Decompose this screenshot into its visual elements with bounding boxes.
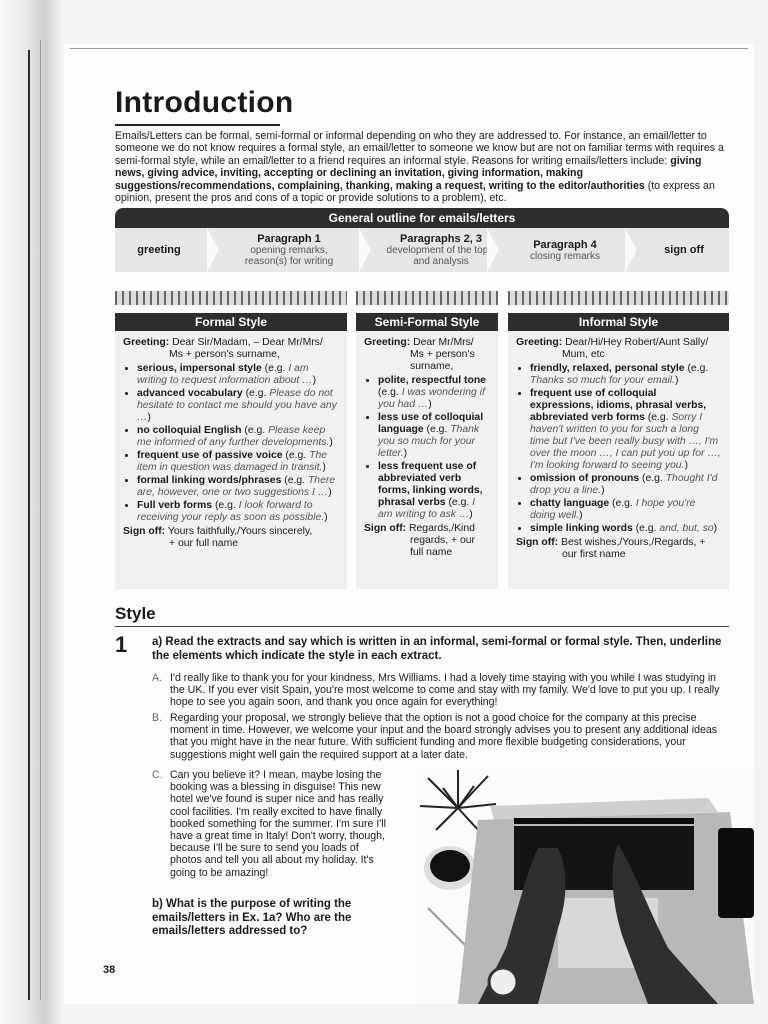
feature-close: )	[147, 412, 151, 423]
feature-close: )	[428, 399, 432, 410]
feature-eg: (e.g.	[378, 387, 402, 398]
outline-heading: General outline for emails/letters	[115, 208, 729, 228]
extract-c-text: Can you believe it? I mean, maybe losing the booking was a blessing in disguise! This new hotel we've found is super nice and has really cool facilities. I'm really excited to have finally booked something for the summer. I'm sure I'll have a great time in Italy! Don't worry, though, because I'll be sure to send you loads of photos and tell you all about my holiday. It's going to be amazing!	[170, 769, 387, 879]
semi-greeting-text-2: Ms + person's surname,	[410, 349, 475, 372]
feature-close: )	[328, 487, 332, 498]
feature-example: Thanks so much for your email.	[530, 375, 675, 386]
semi-signoff-label: Sign off:	[364, 523, 407, 534]
extract-a	[152, 672, 730, 709]
intro-paragraph	[115, 130, 729, 204]
outline-row	[115, 228, 729, 272]
feature-term: polite, respectful tone	[378, 375, 486, 386]
extract-b-label: B.	[152, 712, 163, 724]
formal-signoff-label: Sign off:	[123, 526, 166, 537]
outline-p23-desc: development of the topic and analysis	[386, 245, 496, 267]
list-item	[378, 461, 490, 521]
informal-signoff-label: Sign off:	[516, 537, 559, 548]
list-item	[378, 412, 490, 460]
feature-eg: (e.g.	[242, 388, 270, 399]
feature-close: )	[579, 510, 583, 521]
phone-icon	[718, 828, 754, 918]
feature-example: Sorry I haven't written to you for such a long time but I've been really busy with …, I'm over the moon …, I can put you up for …, I'm looking forward to seeing you.	[530, 412, 721, 471]
formal-signoff-text: Yours faithfully,/Yours sincerely,	[165, 526, 313, 537]
feature-example: I am writing to request information about …	[137, 363, 313, 386]
formal-signoff-text-2: + our full name	[169, 538, 239, 549]
semi-greeting	[364, 337, 490, 349]
feature-close: )	[684, 460, 688, 471]
feature-term: advanced vocabulary	[137, 388, 243, 399]
outline-paragraph-1	[221, 228, 357, 272]
coffee-cup-icon	[424, 846, 476, 890]
feature-term: simple linking words	[530, 523, 633, 534]
feature-term: frequent use of colloquial expressions, idioms, phrasal verbs, abbreviated verb forms	[530, 388, 707, 423]
watch-icon	[489, 968, 517, 996]
informal-style-column	[508, 331, 729, 589]
semi-formal-style-column	[356, 331, 498, 589]
outline-signoff-label: sign off	[664, 244, 704, 256]
outline-p4-title: Paragraph 4	[533, 238, 597, 251]
style-heading: Style	[115, 604, 156, 623]
feature-example: I am writing to ask …	[378, 497, 476, 520]
top-rule	[70, 48, 748, 49]
feature-eg: (e.g.	[241, 425, 269, 436]
spiral-binding-formal	[115, 291, 347, 305]
page-number: 38	[103, 964, 116, 976]
informal-greeting-text: Dear/Hi/Hey Robert/Aunt Sally/	[562, 337, 709, 348]
list-item	[137, 500, 339, 524]
formal-style-heading: Formal Style	[115, 313, 347, 331]
semi-formal-style-heading: Semi-Formal Style	[356, 313, 498, 331]
feature-close: )	[312, 375, 317, 386]
feature-close: )	[469, 509, 473, 520]
question-b: b) What is the purpose of writing the emails/letters in Ex. 1a? Who are the emails/letters addressed to?	[152, 898, 352, 937]
feature-eg: (e.g.	[644, 412, 672, 423]
informal-feature-list	[516, 363, 721, 535]
semi-greeting-label: Greeting:	[364, 337, 411, 348]
formal-signoff	[123, 526, 339, 538]
laptop-photo	[418, 768, 754, 1004]
feature-example: I look forward to receiving your reply as soon as possible.	[137, 500, 325, 523]
informal-signoff-text-2: our first name	[562, 549, 626, 560]
extract-c	[152, 769, 390, 879]
semi-greeting-text: Dear Mr/Mrs/	[410, 337, 474, 348]
feature-eg: (e.g.	[282, 450, 310, 461]
extract-a-text: I'd really like to thank you for your kindness, Mrs Williams. I had a lovely time staying with you while I was studying in the UK. If you ever visit Spain, you're most welcome to come and stay with my family. We'd love to put you up. I really hope to see you again soon, and thank you once again for everything!	[170, 672, 720, 709]
outline-chevron	[359, 228, 371, 272]
formal-greeting-text: Dear Sir/Madam, – Dear Mr/Mrs/	[169, 337, 323, 348]
list-item	[137, 388, 339, 424]
formal-greeting-text-2: Ms + person's surname,	[169, 349, 280, 360]
informal-signoff-text: Best wishes,/Yours,/Regards, +	[558, 537, 706, 548]
spiral-binding-informal	[508, 291, 729, 305]
feature-term: no colloquial English	[137, 425, 242, 436]
feature-example: I was wondering if you had …	[378, 387, 485, 410]
informal-greeting	[516, 337, 721, 349]
feature-example: Please keep me informed of any further developments.	[137, 425, 330, 448]
informal-greeting-text-2: Mum, etc	[562, 349, 605, 360]
spiral-binding-semi	[356, 291, 498, 305]
outline-p23-title: Paragraphs 2, 3	[400, 233, 482, 245]
feature-term: less use of colloquial language	[378, 412, 484, 435]
feature-example: Please do not hesitate to contact me should you have any …	[137, 388, 337, 423]
list-item	[137, 475, 339, 499]
list-item	[378, 375, 490, 411]
feature-example: Thought I'd drop you a line.	[530, 473, 718, 496]
spine-edge-line	[28, 50, 30, 1000]
feature-eg: (e.g.	[212, 500, 239, 511]
outline-p4-desc: closing remarks	[529, 250, 601, 262]
intro-text-1: Emails/Letters can be formal, semi-formal or informal depending on who they are addressed to. For instance, an email/letter to someone we do not know requires a formal style, an email/letter to someone we know but are not on familiar terms with requires a semi-formal style, while an email/letter to a friend requires an informal style. Reasons for writing emails/letters include:	[115, 130, 724, 167]
intro-text-2: (to express an opinion, present the pros and cons of a topic or provide solutions to a problem), etc.	[115, 179, 715, 205]
outline-p1-desc: opening remarks, reason(s) for writing	[244, 245, 334, 267]
formal-greeting-label: Greeting:	[123, 337, 170, 348]
list-item	[530, 523, 721, 535]
feature-eg: (e.g.	[632, 523, 660, 534]
outline-greeting	[115, 228, 203, 272]
list-item	[530, 363, 721, 387]
list-item	[137, 425, 339, 449]
intro-text-bold: giving news, giving advice, inviting, accepting or declining an invitation, giving information, making suggestions/recommendations, complaining, thanking, making a request, writing to the editor/authorities	[115, 154, 702, 192]
feature-term: chatty language	[530, 498, 610, 509]
feature-example: and, but, so	[659, 523, 714, 534]
spine-edge-line-inner	[40, 40, 41, 1000]
formal-style-column	[115, 331, 347, 589]
exercise-number: 1	[115, 632, 128, 657]
page-title: Introduction	[115, 86, 294, 119]
semi-signoff-text: Regards,/Kind	[406, 523, 475, 534]
feature-close: )	[329, 437, 333, 448]
feature-close: )	[403, 448, 408, 459]
feature-eg: (e.g.	[445, 497, 473, 508]
feature-term: friendly, relaxed, personal style	[530, 363, 685, 374]
feature-eg: (e.g.	[684, 363, 709, 374]
list-item	[530, 498, 721, 522]
feature-term: frequent use of passive voice	[137, 450, 283, 461]
formal-greeting	[123, 337, 339, 349]
extract-c-label: C.	[152, 769, 163, 781]
feature-term: Full verb forms	[137, 500, 213, 511]
outline-p1-title: Paragraph 1	[257, 233, 321, 245]
feature-close: )	[601, 485, 605, 496]
extract-b-text: Regarding your proposal, we strongly believe that the option is not a good choice for the company at this precise moment in time. However, we welcome your input and the board strongly advises you to present any additional ideas that you might have in the near future. With sufficient funding and more flexible budgeting considerations, your suggestions might well gain the required support at a later date.	[170, 712, 718, 761]
extract-b	[152, 712, 730, 761]
feature-close: )	[674, 375, 679, 386]
semi-signoff-text-2: regards, + our full name	[410, 535, 475, 558]
list-item	[530, 388, 721, 472]
feature-eg: (e.g.	[639, 473, 666, 484]
semi-signoff	[364, 523, 490, 535]
outline-greeting-label: greeting	[137, 244, 181, 256]
feature-example: I hope you're doing well.	[530, 498, 696, 521]
outline-chevron	[625, 228, 637, 272]
informal-signoff	[516, 537, 721, 549]
feature-close: )	[324, 512, 328, 523]
feature-example: The item in question was damaged in transit.	[137, 450, 328, 473]
outline-chevron	[207, 228, 219, 272]
book-spine	[0, 0, 64, 1024]
list-item	[137, 450, 339, 474]
feature-example: There are, however, one or two suggestions I …	[137, 475, 336, 498]
outline-signoff	[639, 228, 729, 272]
extract-a-label: A.	[152, 672, 163, 684]
formal-feature-list	[123, 363, 339, 524]
list-item	[530, 473, 721, 497]
style-rule	[115, 626, 729, 627]
feature-eg: (e.g.	[423, 424, 451, 435]
semi-feature-list	[364, 375, 490, 521]
feature-eg: (e.g.	[281, 475, 308, 486]
outline-chevron	[487, 228, 499, 272]
feature-term: serious, impersonal style	[137, 363, 262, 374]
list-item	[137, 363, 339, 387]
feature-eg: (e.g.	[261, 363, 289, 374]
outline-paragraph-4	[501, 228, 629, 272]
feature-term: omission of pronouns	[530, 473, 640, 484]
title-underline	[115, 124, 280, 126]
question-a: a) Read the extracts and say which is written in an informal, semi-formal or formal style. Then, underline the elements which indicate the style in each extract.	[152, 636, 722, 662]
feature-close: )	[322, 462, 326, 473]
informal-greeting-label: Greeting:	[516, 337, 563, 348]
feature-term: formal linking words/phrases	[137, 475, 282, 486]
feature-example: Thank you so much for your letter.	[378, 424, 480, 459]
feature-close: )	[713, 523, 718, 534]
informal-style-heading: Informal Style	[508, 313, 729, 331]
feature-term: less frequent use of abbreviated verb forms, linking words, phrasal verbs	[378, 461, 483, 508]
feature-eg: (e.g.	[609, 498, 636, 509]
